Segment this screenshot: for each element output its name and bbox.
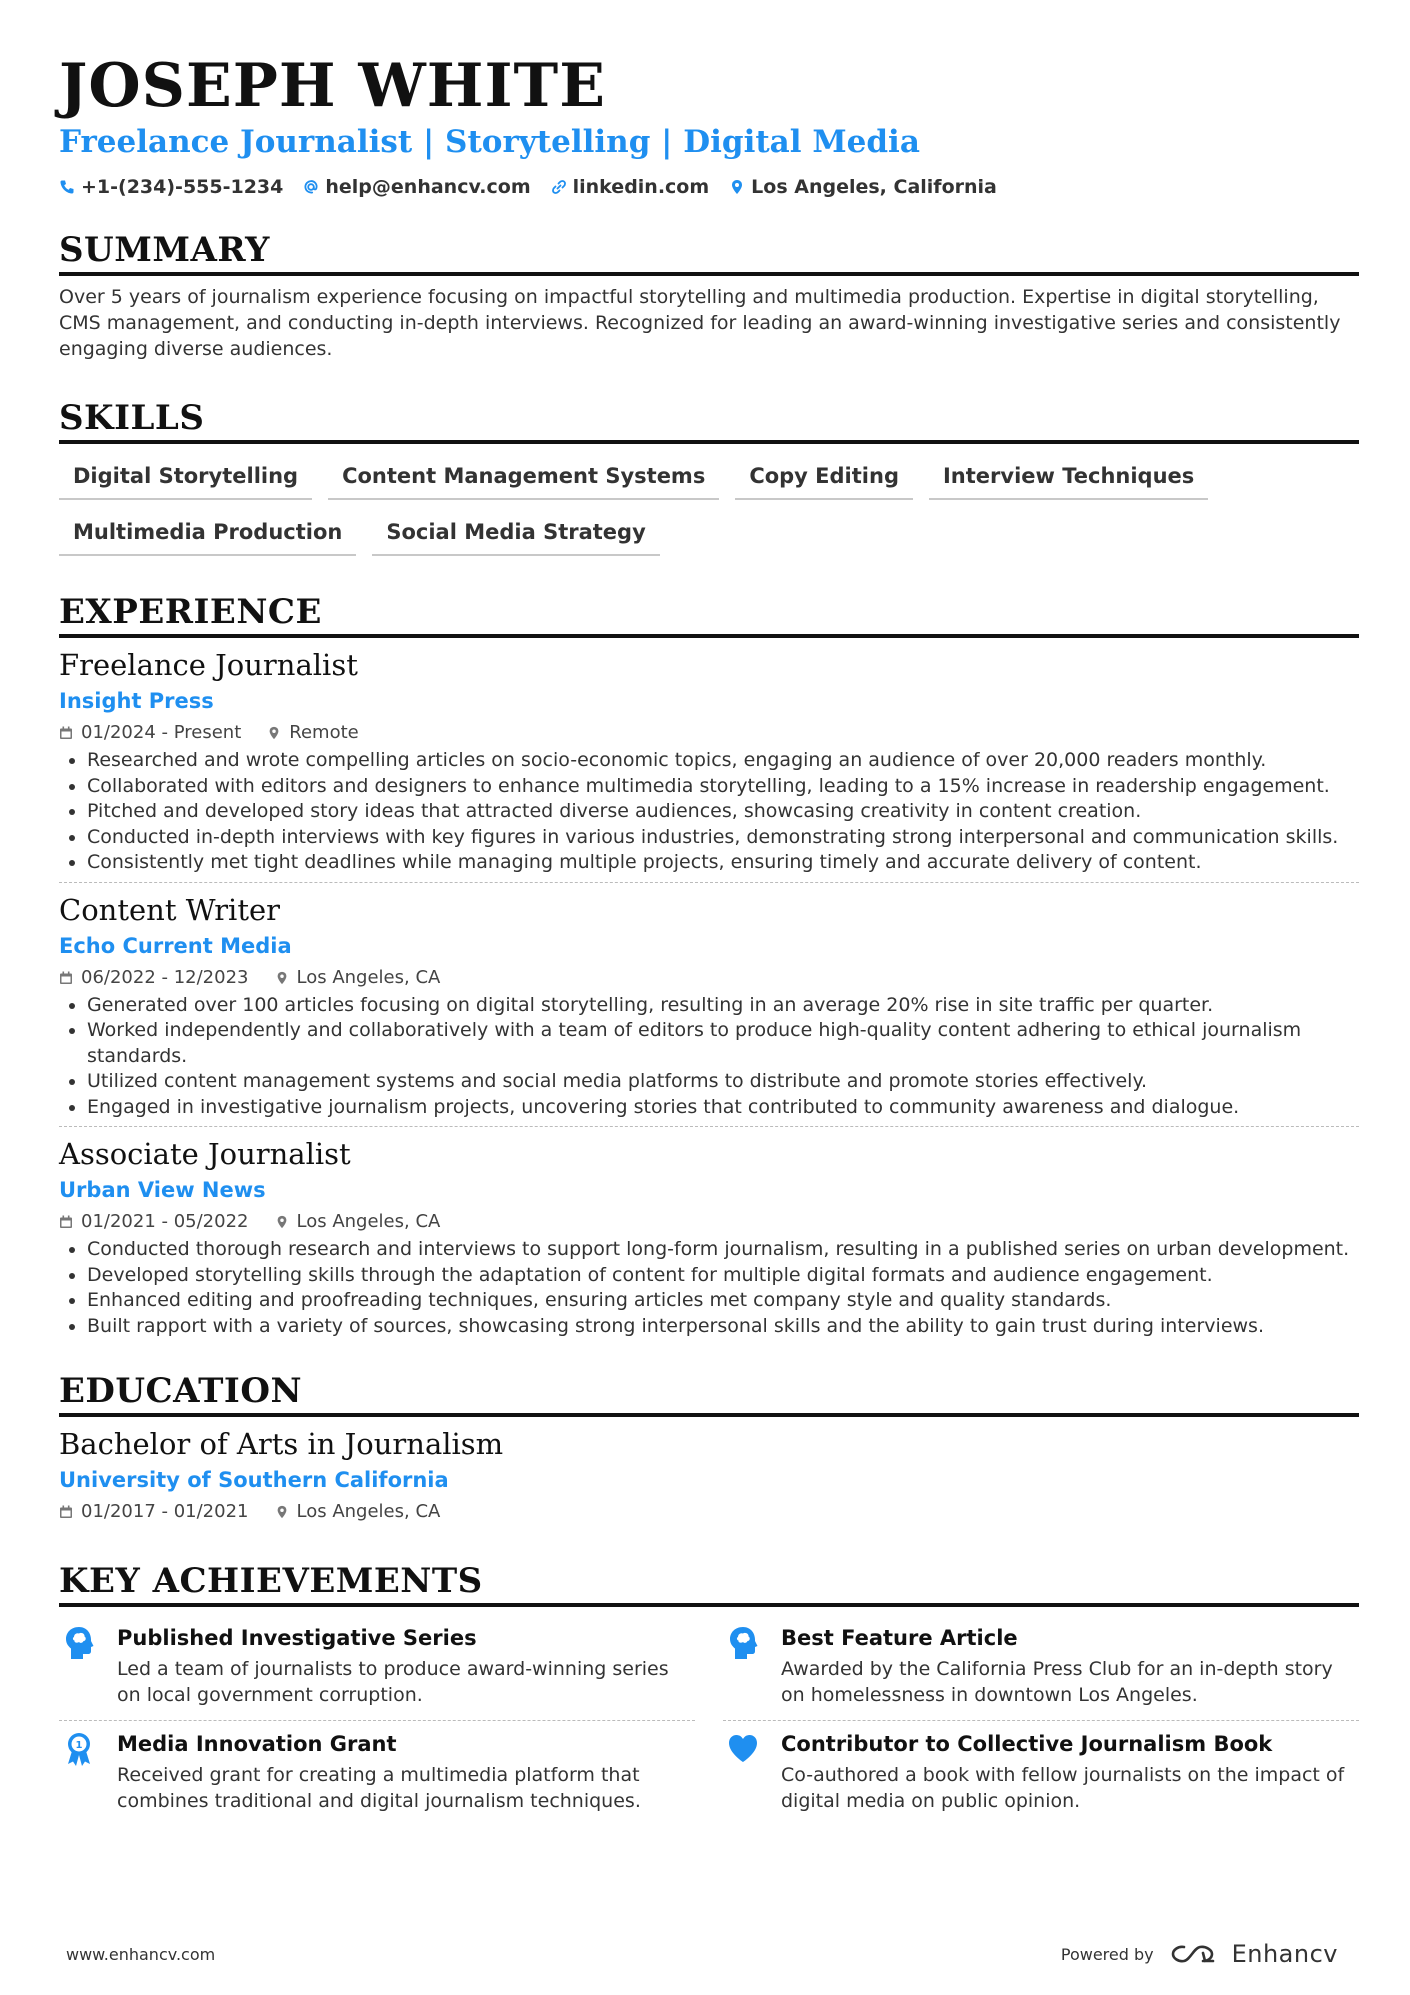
job-meta: [59, 1209, 1359, 1235]
brain-head-icon: [727, 1625, 759, 1661]
contact-email[interactable]: [303, 176, 530, 198]
skill-tag: Social Media Strategy: [372, 514, 659, 556]
linkedin-text: linkedin.com: [572, 176, 710, 198]
job-entry: [59, 1135, 1359, 1339]
divider: [59, 882, 1359, 883]
achievement-item: [59, 1615, 695, 1721]
candidate-name: JOSEPH WHITE: [59, 51, 606, 121]
achievements-section: [59, 1561, 1359, 1822]
location-pin-icon: [275, 1215, 289, 1229]
achievement-title: Contributor to Collective Journalism Book: [781, 1732, 1273, 1756]
section-title-summary: SUMMARY: [59, 230, 1359, 276]
education-location: Los Angeles, CA: [296, 1501, 441, 1522]
job-bullets: [59, 748, 1359, 876]
job-title: Associate Journalist: [59, 1137, 351, 1171]
email-text: help@enhancv.com: [325, 176, 531, 198]
location-text: Los Angeles, California: [751, 176, 997, 198]
skill-tag: Copy Editing: [735, 458, 913, 500]
footer-website[interactable]: www.enhancv.com: [66, 1944, 216, 1964]
footer-brand[interactable]: [1061, 1940, 1338, 1968]
job-title: Freelance Journalist: [59, 648, 358, 682]
enhancv-logo-icon: [1170, 1943, 1216, 1965]
calendar-icon: [59, 971, 73, 985]
contact-linkedin[interactable]: [551, 176, 710, 198]
list-item: • Enhanced editing and proofreading techniques, ensuring articles met company style and quality standards.: [87, 1288, 1359, 1314]
job-bullets: [59, 993, 1359, 1121]
headline: Freelance Journalist | Storytelling | Digital Media: [59, 124, 920, 160]
section-title-education: EDUCATION: [59, 1371, 1359, 1417]
list-item: • Worked independently and collaboratively with a team of editors to produce high-quality content adhering to ethical journalism standards.: [87, 1018, 1359, 1069]
list-item: • Conducted in-depth interviews with key figures in various industries, demonstrating strong interpersonal and communication skills.: [87, 825, 1359, 851]
job-entry: [59, 891, 1359, 1128]
contact-row: [59, 176, 1359, 198]
footer: [66, 1940, 1338, 1968]
skill-tag: Interview Techniques: [929, 458, 1208, 500]
school-name[interactable]: University of Southern California: [59, 1468, 449, 1492]
award-ribbon-icon: [63, 1731, 95, 1767]
phone-text: +1-(234)-555-1234: [81, 176, 284, 198]
achievement-title: Media Innovation Grant: [117, 1732, 397, 1756]
list-item: • Pitched and developed story ideas that attracted diverse audiences, showcasing creativity in content creation.: [87, 799, 1359, 825]
divider: [59, 1126, 1359, 1127]
heart-icon: [727, 1731, 759, 1767]
summary-text: Over 5 years of journalism experience focusing on impactful storytelling and multimedia production. Expertise in digital storytelling, CMS management, and conducting in-depth interviews. Recognized for leading an award-winning investigative series and consistently engaging diverse audiences.: [59, 286, 1341, 360]
achievement-desc: Co-authored a book with fellow journalists on the impact of digital media on public opinion.: [781, 1764, 1345, 1812]
contact-location: [729, 176, 997, 198]
skill-tag: Multimedia Production: [59, 514, 356, 556]
list-item: • Generated over 100 articles focusing on digital storytelling, resulting in an average 20% rise in site traffic per quarter.: [87, 993, 1359, 1019]
job-bullets: [59, 1237, 1359, 1339]
education-meta: [59, 1499, 1359, 1525]
achievement-item: [59, 1721, 695, 1822]
list-item: • Built rapport with a variety of sources, showcasing strong interpersonal skills and the ability to gain trust during interviews.: [87, 1314, 1359, 1340]
achievement-title: Published Investigative Series: [117, 1626, 477, 1650]
education-section: [59, 1371, 1359, 1525]
contact-phone[interactable]: [59, 176, 283, 198]
list-item: • Engaged in investigative journalism projects, uncovering stories that contributed to community awareness and dialogue.: [87, 1095, 1359, 1121]
education-dates: 01/2017 - 01/2021: [81, 1501, 249, 1522]
list-item: • Researched and wrote compelling articles on socio-economic topics, engaging an audience of over 20,000 readers monthly.: [87, 748, 1359, 774]
list-item: • Developed storytelling skills through the adaptation of content for multiple digital formats and audience engagement.: [87, 1263, 1359, 1289]
job-location: Los Angeles, CA: [296, 1211, 441, 1232]
skill-tag: Content Management Systems: [328, 458, 719, 500]
list-item: • Conducted thorough research and interviews to support long-form journalism, resulting in a published series on urban development.: [87, 1237, 1359, 1263]
calendar-icon: [59, 1215, 73, 1229]
at-icon: [303, 179, 319, 195]
svg-text:1: 1: [75, 1740, 83, 1751]
link-icon: [551, 179, 567, 195]
company-name[interactable]: Echo Current Media: [59, 933, 292, 958]
list-item: • Consistently met tight deadlines while managing multiple projects, ensuring timely and accurate delivery of content.: [87, 850, 1359, 876]
achievement-item: [723, 1721, 1359, 1822]
brand-name: Enhancv: [1231, 1940, 1338, 1968]
skills-list: [59, 458, 1219, 556]
powered-by-text: Powered by: [1060, 1944, 1154, 1964]
achievement-desc: Led a team of journalists to produce award-winning series on local government corruption.: [117, 1658, 669, 1706]
achievement-desc: Awarded by the California Press Club for an in-depth story on homelessness in downtown Los Angeles.: [781, 1658, 1333, 1706]
job-meta: [59, 720, 1359, 746]
experience-section: [59, 592, 1359, 1339]
location-pin-icon: [275, 1505, 289, 1519]
location-pin-icon: [267, 726, 281, 740]
job-meta: [59, 965, 1359, 991]
calendar-icon: [59, 726, 73, 740]
phone-icon: [59, 179, 75, 195]
job-location: Los Angeles, CA: [296, 966, 441, 988]
skill-tag: Digital Storytelling: [59, 458, 312, 500]
achievement-title: Best Feature Article: [781, 1626, 1018, 1650]
location-pin-icon: [729, 179, 745, 195]
company-name[interactable]: Insight Press: [59, 689, 214, 713]
list-item: • Collaborated with editors and designers to enhance multimedia storytelling, leading to a 15% increase in readership engagement.: [87, 774, 1359, 800]
job-title: Content Writer: [59, 892, 281, 927]
section-title-skills: SKILLS: [59, 398, 1359, 444]
brain-head-icon: [63, 1625, 95, 1661]
resume-page: [59, 50, 1359, 1822]
calendar-icon: [59, 1505, 73, 1519]
job-dates: 06/2022 - 12/2023: [81, 966, 249, 988]
job-dates: 01/2021 - 05/2022: [81, 1211, 249, 1232]
summary-section: [59, 230, 1359, 362]
location-pin-icon: [275, 971, 289, 985]
job-dates: 01/2024 - Present: [81, 722, 242, 743]
degree-title: Bachelor of Arts in Journalism: [59, 1427, 504, 1461]
section-title-achievements: KEY ACHIEVEMENTS: [59, 1561, 1359, 1607]
skills-section: [59, 398, 1359, 556]
job-location: Remote: [289, 722, 359, 743]
achievement-item: [723, 1615, 1359, 1721]
job-entry: [59, 646, 1359, 883]
achievement-desc: Received grant for creating a multimedia platform that combines traditional and digital journalism techniques.: [117, 1764, 641, 1812]
achievements-grid: [59, 1615, 1359, 1822]
company-name[interactable]: Urban View News: [59, 1178, 266, 1202]
section-title-experience: EXPERIENCE: [59, 592, 1359, 638]
list-item: • Utilized content management systems and social media platforms to distribute and promote stories effectively.: [87, 1069, 1359, 1095]
